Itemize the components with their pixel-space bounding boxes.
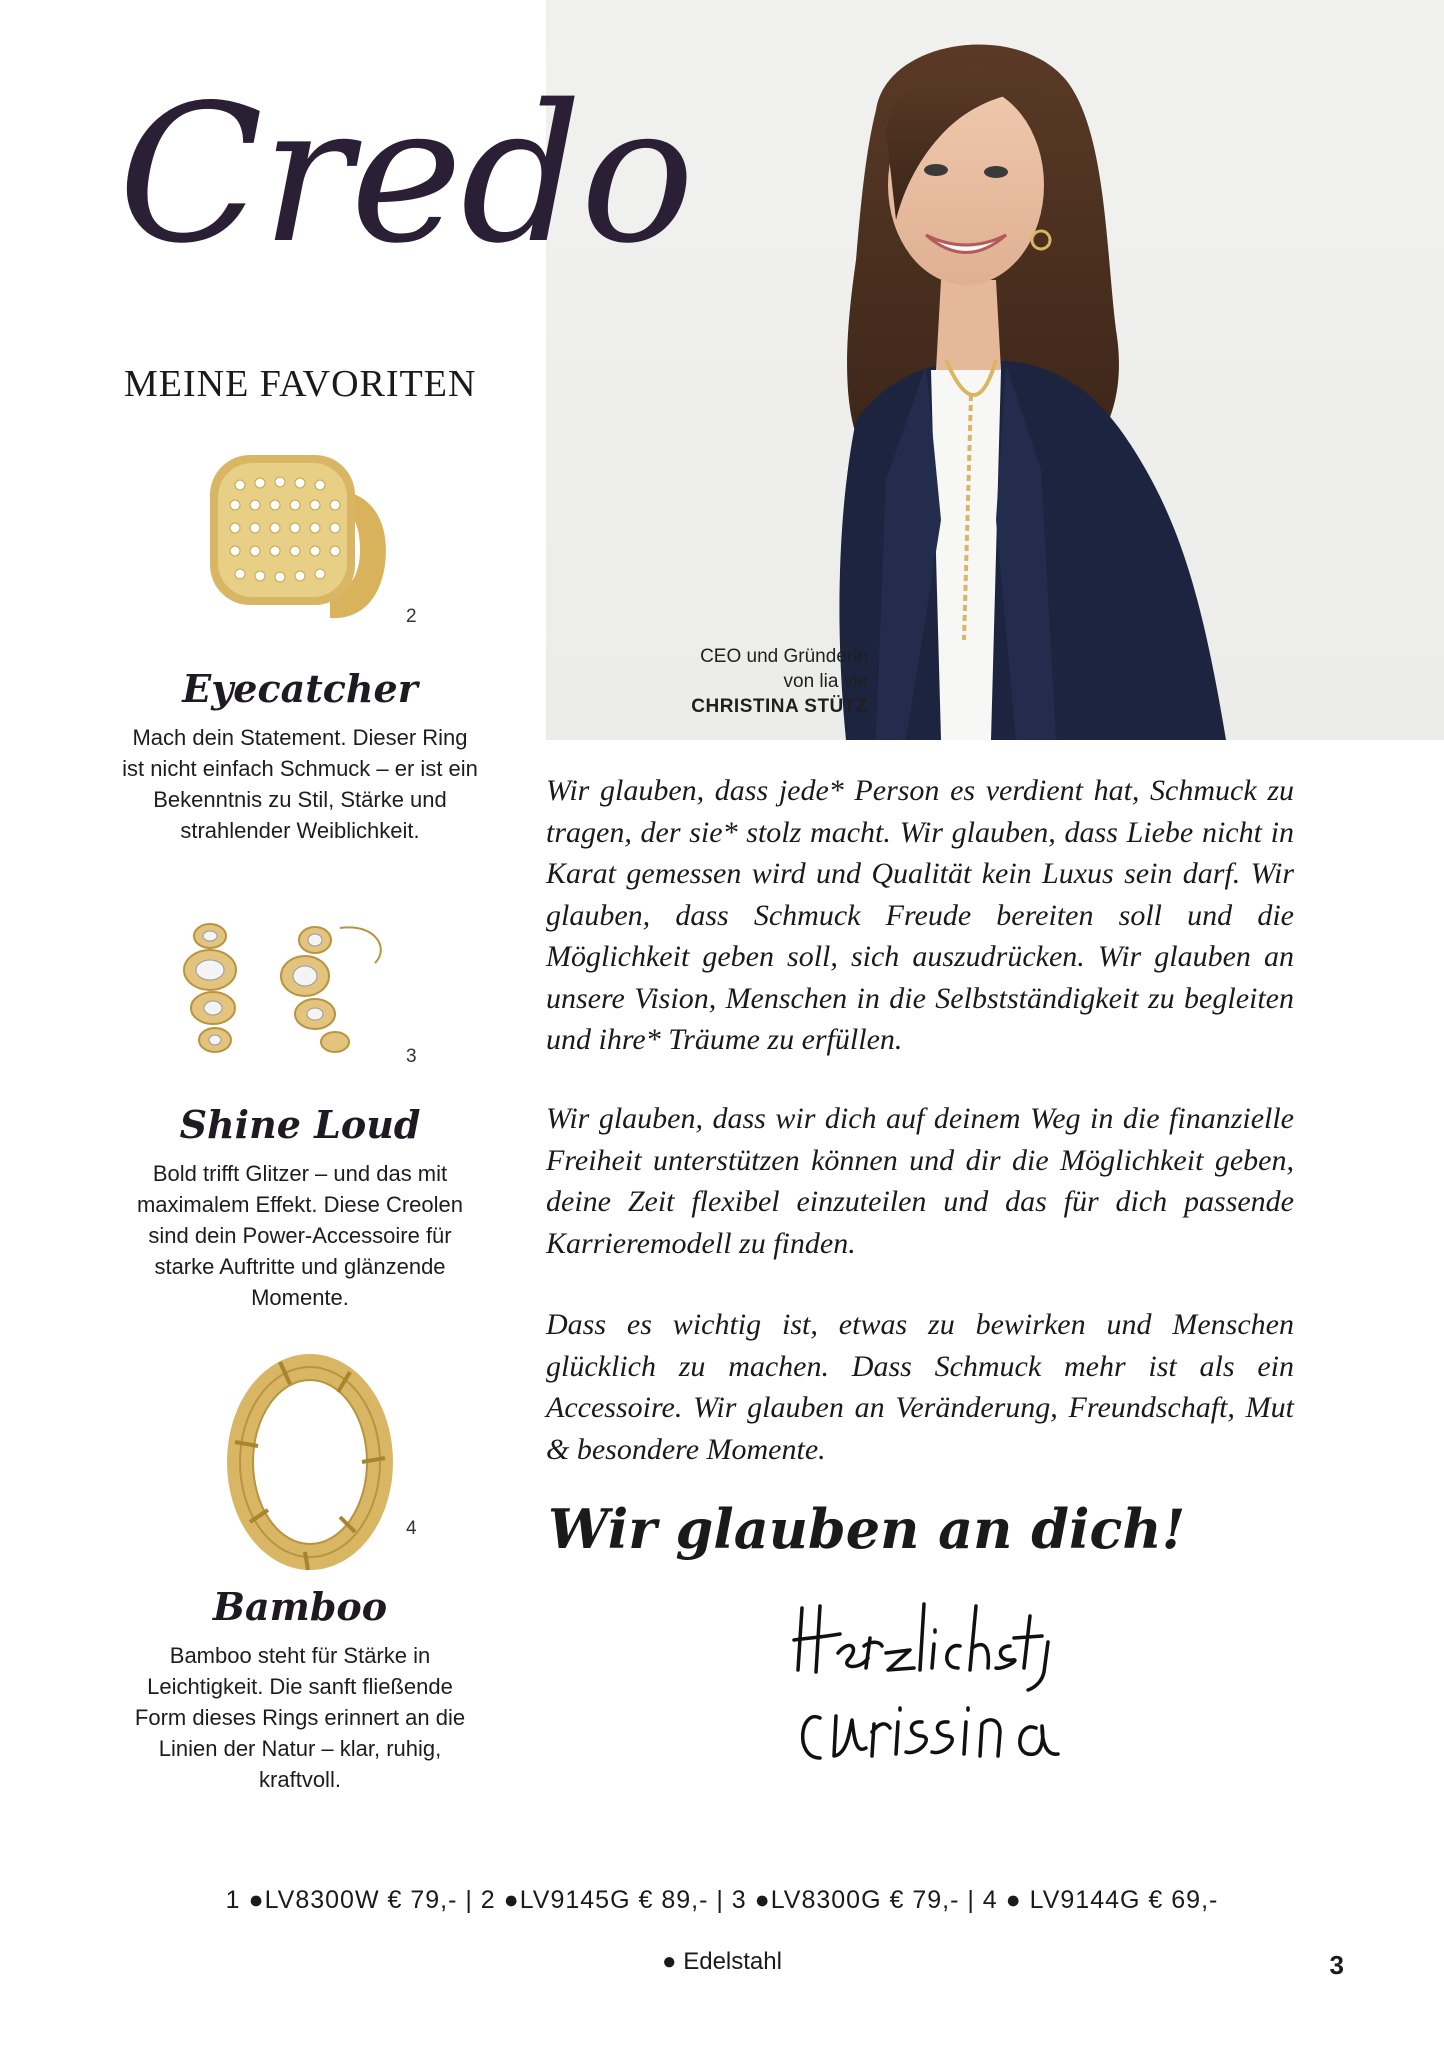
product-description-bamboo: Bamboo steht für Stärke in Leichtigkeit. Die sanft fließende Form dieses Rings erinnert an die Linien der Natur – klar, ruhig, kraftvoll. <box>134 1643 466 1792</box>
product-title-eyecatcher: Eyecatcher <box>182 666 418 711</box>
slogan: Wir glauben an dich! <box>548 1497 1186 1561</box>
earrings-shine-loud-image <box>175 918 415 1068</box>
product-number-4: 4 <box>406 1518 417 1539</box>
product-description-shine-loud: Bold trifft Glitzer – und das mit maximalem Effekt. Diese Creolen sind dein Power-Accessoire für starke Auftritte und glänzende Momente. <box>136 1161 464 1310</box>
footer-price-list: 1 ●LV8300W € 79,- | 2 ●LV9145G € 89,- | 3 ●LV8300G € 79,- | 4 ● LV9144G € 69,- <box>225 1886 1219 1914</box>
footer-material-note: ● Edelstahl <box>662 1948 782 1975</box>
section-subtitle: MEINE FAVORITEN <box>124 363 477 405</box>
product-description-eyecatcher: Mach dein Statement. Dieser Ring ist nicht einfach Schmuck – er ist ein Bekenntnis zu Stil, Stärke und strahlender Weiblichkeit. <box>122 725 478 843</box>
ring-bamboo-image <box>220 1352 400 1572</box>
product-number-2: 2 <box>406 606 417 627</box>
caption-role: CEO und Gründerin <box>700 646 868 667</box>
body-paragraph-2: Wir glauben, dass wir dich auf deinem Weg in die finanzielle Freiheit unterstützen können und dir die Möglichkeit geben, deine Zeit flexibel einzuteilen und das für dich passende Karrieremodell zu finden. <box>546 1102 1294 1260</box>
product-number-3: 3 <box>406 1046 417 1067</box>
product-title-bamboo: Bamboo <box>212 1584 388 1629</box>
product-title-shine-loud: Shine Loud <box>179 1102 421 1147</box>
page-title: Credo <box>118 64 693 285</box>
ring-eyecatcher-image <box>200 450 400 630</box>
body-paragraph-3: Dass es wichtig ist, etwas zu bewirken und Menschen glücklich zu machen. Dass Schmuck mehr ist als ein Accessoire. Wir glauben an Veränderung, Freundschaft, Mut & besondere Momente. <box>546 1308 1294 1466</box>
caption-name: CHRISTINA STÜTZ <box>691 696 868 717</box>
handwritten-signature <box>790 1598 1090 1788</box>
caption-company: von lia vie <box>783 671 868 692</box>
body-paragraph-1: Wir glauben, dass jede* Person es verdient hat, Schmuck zu tragen, der sie* stolz macht. Wir glauben, dass Liebe nicht in Karat gemessen wird und Qualität kein Luxus sein darf. Wir glauben, dass Schmuck Freude bereiten soll und die Möglichkeit geben soll, sich auszudrücken. Wir glauben an unsere Vision, Menschen in die Selbstständigkeit zu begleiten und ihre* Träume zu erfüllen. <box>546 774 1294 1056</box>
portrait-caption <box>691 644 868 719</box>
page-number: 3 <box>1329 1950 1344 1980</box>
